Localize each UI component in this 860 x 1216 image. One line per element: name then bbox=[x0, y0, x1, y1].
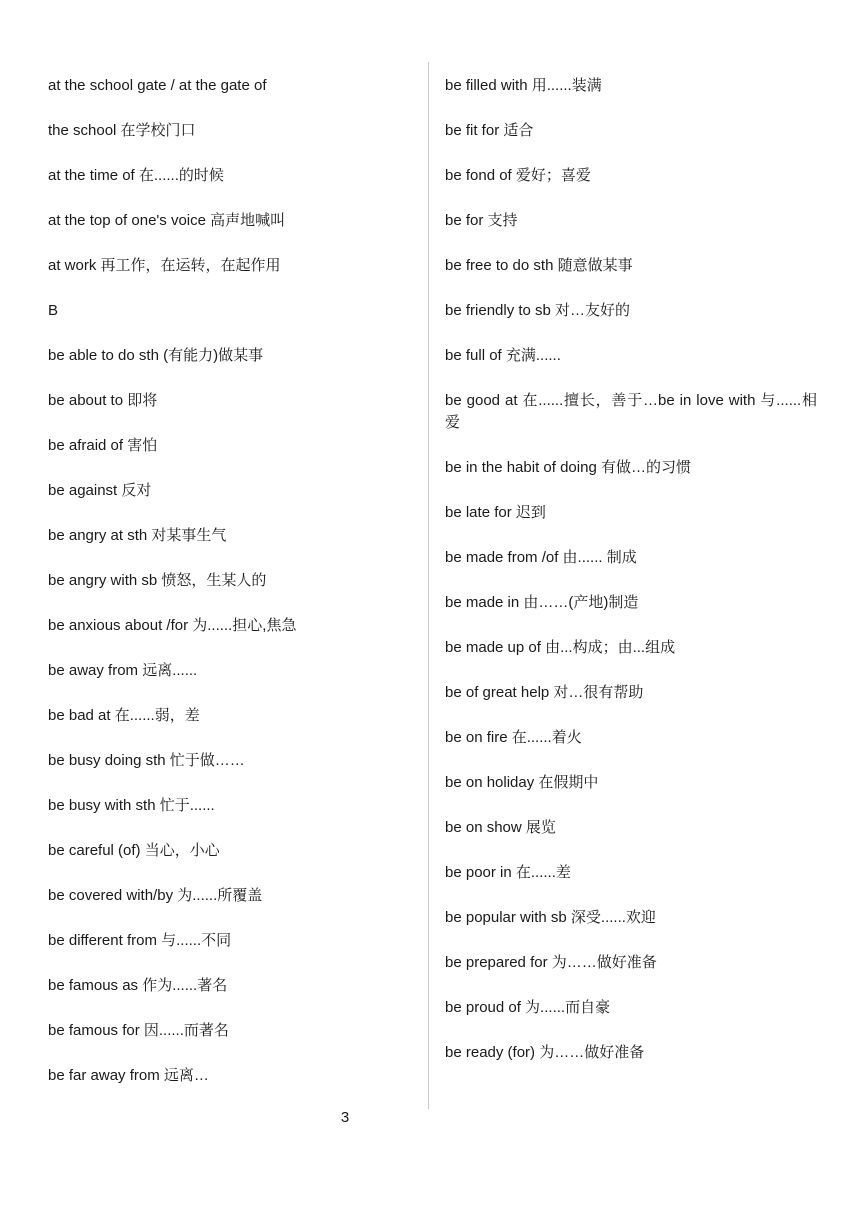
list-item: at work 再工作，在运转，在起作用 bbox=[48, 257, 281, 274]
list-item: be friendly to sb 对…友好的 bbox=[445, 302, 631, 319]
list-item: be fit for 适合 bbox=[445, 122, 534, 139]
list-item: be covered with/by 为......所覆盖 bbox=[48, 887, 263, 904]
list-item: at the top of one's voice 高声地喊叫 bbox=[48, 212, 286, 229]
list-item: be able to do sth (有能力)做某事 bbox=[48, 347, 264, 364]
list-item: the school 在学校门口 bbox=[48, 122, 196, 139]
list-item: be prepared for 为……做好准备 bbox=[445, 954, 657, 971]
list-item: at the time of 在......的时候 bbox=[48, 167, 224, 184]
list-item: be ready (for) 为……做好准备 bbox=[445, 1044, 645, 1061]
list-item: be far away from 远离… bbox=[48, 1067, 209, 1084]
list-item: be late for 迟到 bbox=[445, 504, 546, 521]
list-item: be made from /of 由...... 制成 bbox=[445, 549, 637, 566]
list-item: be on holiday 在假期中 bbox=[445, 774, 599, 791]
list-item: be against 反对 bbox=[48, 482, 152, 499]
list-item: be busy with sth 忙于...... bbox=[48, 797, 215, 814]
left-column bbox=[48, 75, 418, 1110]
list-item: be anxious about /for 为......担心,焦急 bbox=[48, 617, 297, 634]
list-item: be busy doing sth 忙于做…… bbox=[48, 752, 245, 769]
list-item: be free to do sth 随意做某事 bbox=[445, 257, 633, 274]
list-item: be on show 展览 bbox=[445, 819, 556, 836]
list-item: be careful (of) 当心，小心 bbox=[48, 842, 220, 859]
list-item: be popular with sb 深受......欢迎 bbox=[445, 909, 656, 926]
list-item: be angry at sth 对某事生气 bbox=[48, 527, 227, 544]
list-item: be good at 在......擅长，善于…be in love with 与......相爱 bbox=[445, 392, 817, 431]
list-item: be about to 即将 bbox=[48, 392, 158, 409]
list-item: be for 支持 bbox=[445, 212, 518, 229]
list-item: be poor in 在......差 bbox=[445, 864, 571, 881]
list-item: be of great help 对…很有帮助 bbox=[445, 684, 644, 701]
list-item: be in the habit of doing 有做…的习惯 bbox=[445, 459, 691, 476]
page-number: 3 bbox=[340, 1109, 350, 1126]
list-item: be angry with sb 愤怒，生某人的 bbox=[48, 572, 267, 589]
list-item: at the school gate / at the gate of bbox=[48, 77, 267, 94]
column-divider bbox=[428, 62, 429, 1109]
list-item: be full of 充满...... bbox=[445, 347, 561, 364]
list-item: be filled with 用......装满 bbox=[445, 77, 602, 94]
list-item: be different from 与......不同 bbox=[48, 932, 232, 949]
list-item: be on fire 在......着火 bbox=[445, 729, 582, 746]
list-item: be famous for 因......而著名 bbox=[48, 1022, 229, 1039]
section-letter: B bbox=[48, 302, 59, 319]
right-column bbox=[445, 75, 817, 1087]
list-item: be proud of 为......而自豪 bbox=[445, 999, 611, 1016]
list-item: be famous as 作为......著名 bbox=[48, 977, 228, 994]
list-item: be made in 由……(产地)制造 bbox=[445, 594, 639, 611]
list-item: be fond of 爱好；喜爱 bbox=[445, 167, 591, 184]
list-item: be away from 远离...... bbox=[48, 662, 198, 679]
list-item: be afraid of 害怕 bbox=[48, 437, 158, 454]
list-item: be bad at 在......弱，差 bbox=[48, 707, 200, 724]
list-item: be made up of 由...构成；由...组成 bbox=[445, 639, 676, 656]
